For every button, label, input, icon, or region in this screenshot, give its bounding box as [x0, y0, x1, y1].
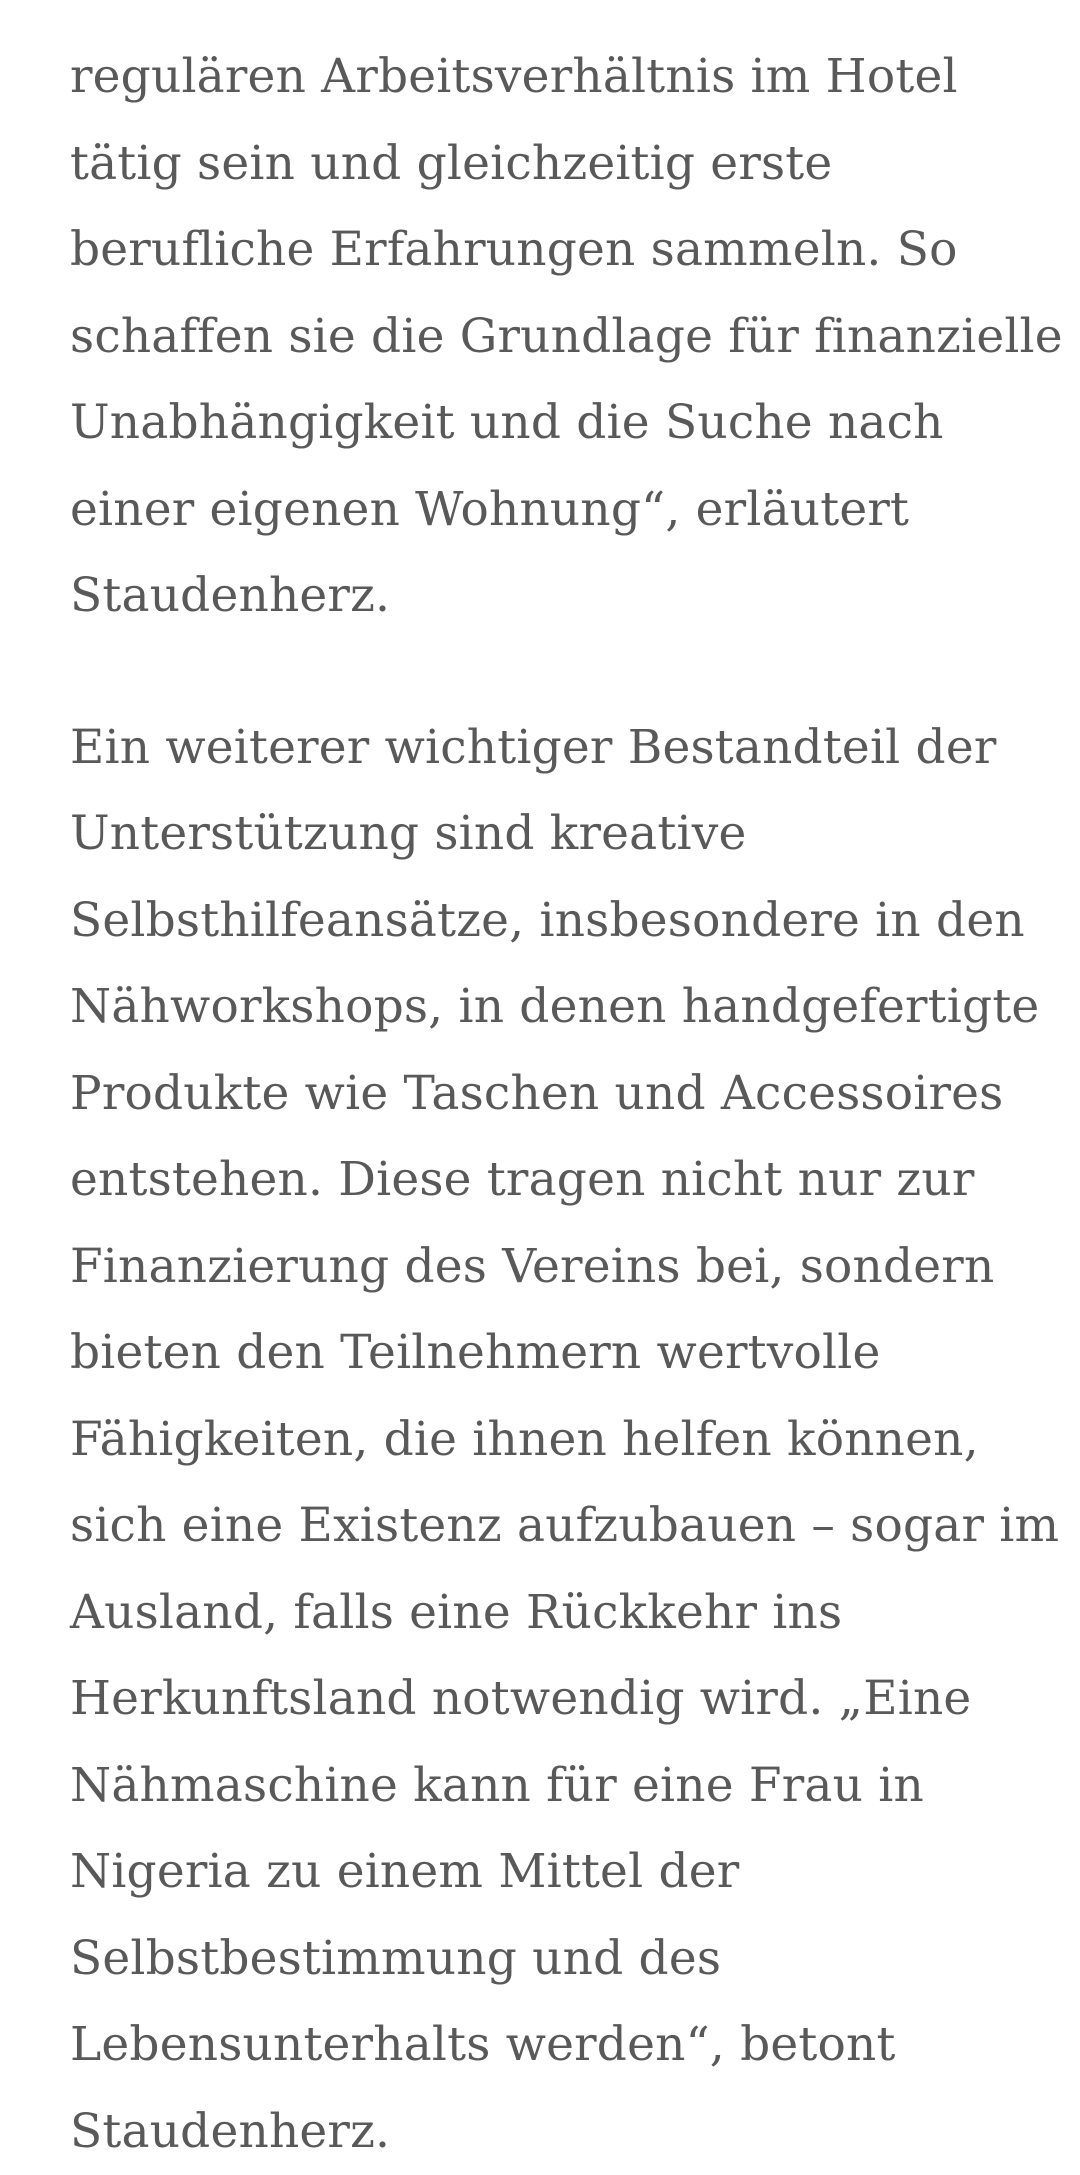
paragraph-line: Nigeria zu einem Mittel der: [70, 1829, 1030, 1916]
paragraph-line: Selbstbestimmung und des: [70, 1916, 1030, 2003]
paragraph-line: Finanzierung des Vereins bei, sondern: [70, 1224, 1030, 1311]
paragraph-line: Herkunftsland notwendig wird. „Eine: [70, 1656, 1030, 1743]
article-paragraph: [70, 34, 1030, 640]
paragraph-line: regulären Arbeitsverhältnis im Hotel: [70, 34, 1030, 121]
paragraph-line: einer eigenen Wohnung“, erläutert: [70, 467, 1030, 554]
paragraph-line: Unterstützung sind kreative: [70, 791, 1030, 878]
paragraph-line: tätig sein und gleichzeitig erste: [70, 121, 1030, 208]
paragraph-line: Unabhängigkeit und die Suche nach: [70, 380, 1030, 467]
paragraph-line: Staudenherz.: [70, 553, 1030, 640]
paragraph-line: Staudenherz.: [70, 2089, 1030, 2175]
paragraph-line: schaffen sie die Grundlage für finanzielle: [70, 294, 1030, 381]
paragraph-line: Ausland, falls eine Rückkehr ins: [70, 1570, 1030, 1657]
paragraph-line: Nähmaschine kann für eine Frau in: [70, 1743, 1030, 1830]
paragraph-line: Ein weiterer wichtiger Bestandteil der: [70, 705, 1030, 792]
article-paragraph: [70, 705, 1030, 2175]
paragraph-line: Nähworkshops, in denen handgefertigte: [70, 964, 1030, 1051]
paragraph-line: Lebensunterhalts werden“, betont: [70, 2002, 1030, 2089]
article-body: [70, 34, 1030, 2175]
paragraph-line: sich eine Existenz aufzubauen – sogar im: [70, 1483, 1030, 1570]
paragraph-line: Fähigkeiten, die ihnen helfen können,: [70, 1397, 1030, 1484]
paragraph-line: Selbsthilfeansätze, insbesondere in den: [70, 878, 1030, 965]
paragraph-line: berufliche Erfahrungen sammeln. So: [70, 207, 1030, 294]
paragraph-line: Produkte wie Taschen und Accessoires: [70, 1051, 1030, 1138]
paragraph-line: bieten den Teilnehmern wertvolle: [70, 1310, 1030, 1397]
paragraph-line: entstehen. Diese tragen nicht nur zur: [70, 1137, 1030, 1224]
